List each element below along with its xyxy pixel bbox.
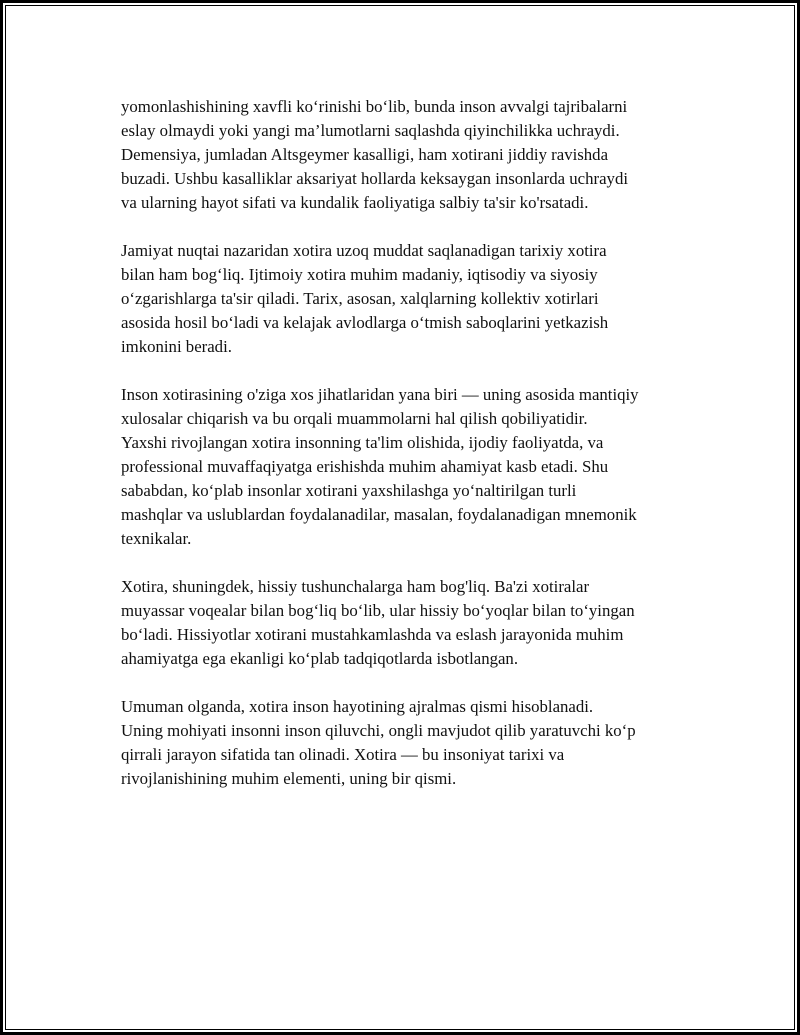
paragraph-conclusion: [121, 695, 701, 791]
text-line: yomonlashishining xavfli ko‘rinishi bo‘lib, bunda inson avvalgi tajribalarni: [121, 97, 628, 116]
text-line: va ularning hayot sifati va kundalik faoliyatiga salbiy ta'sir ko'rsatadi.: [121, 193, 589, 212]
text-line: buzadi. Ushbu kasalliklar aksariyat hollarda keksaygan insonlarda uchraydi: [121, 169, 629, 188]
text-line: sababdan, ko‘plab insonlar xotirani yaxshilashga yo‘naltirilgan turli: [121, 481, 577, 500]
text-line: mashqlar va uslublardan foydalanadilar, masalan, foydalanadigan mnemonik: [121, 505, 637, 524]
text-line: Uning mohiyati insonni inson qiluvchi, ongli mavjudot qilib yaratuvchi ko‘p: [121, 721, 636, 740]
text-line: asosida hosil bo‘ladi va kelajak avlodlarga o‘tmish saboqlarini yetkazish: [121, 313, 609, 332]
text-line: Inson xotirasining o'ziga xos jihatlaridan yana biri — uning asosida mantiqiy: [121, 385, 639, 404]
paragraph-memory-disorders: [121, 95, 701, 215]
text-line: bilan ham bog‘liq. Ijtimoiy xotira muhim madaniy, iqtisodiy va siyosiy: [121, 265, 598, 284]
paragraph-emotional-memory: [121, 575, 701, 671]
text-line: xulosalar chiqarish va bu orqali muammolarni hal qilish qobiliyatidir.: [121, 409, 588, 428]
text-line: o‘zgarishlarga ta'sir qiladi. Tarix, asosan, xalqlarning kollektiv xotirlari: [121, 289, 599, 308]
text-line: Xotira, shuningdek, hissiy tushunchalarga ham bog'liq. Ba'zi xotiralar: [121, 577, 590, 596]
text-line: professional muvaffaqiyatga erishishda muhim ahamiyat kasb etadi. Shu: [121, 457, 609, 476]
paragraph-reasoning: [121, 383, 701, 551]
paragraph-social-memory: [121, 239, 701, 359]
text-line: muyassar voqealar bilan bog‘liq bo‘lib, ular hissiy bo‘yoqlar bilan to‘yingan: [121, 601, 635, 620]
text-line: bo‘ladi. Hissiyotlar xotirani mustahkamlashda va eslash jarayonida muhim: [121, 625, 624, 644]
text-line: ahamiyatga ega ekanligi ko‘plab tadqiqotlarda isbotlangan.: [121, 649, 519, 668]
text-line: Jamiyat nuqtai nazaridan xotira uzoq muddat saqlanadigan tarixiy xotira: [121, 241, 607, 260]
text-line: Umuman olganda, xotira inson hayotining ajralmas qismi hisoblanadi.: [121, 697, 594, 716]
text-line: imkonini beradi.: [121, 337, 232, 356]
text-line: eslay olmaydi yoki yangi ma’lumotlarni saqlashda qiyinchilikka uchraydi.: [121, 121, 620, 140]
text-line: qirrali jarayon sifatida tan olinadi. Xotira — bu insoniyat tarixi va: [121, 745, 565, 764]
text-line: Demensiya, jumladan Altsgeymer kasalligi, ham xotirani jiddiy ravishda: [121, 145, 609, 164]
document-body: [121, 95, 701, 815]
text-line: texnikalar.: [121, 529, 192, 548]
text-line: rivojlanishining muhim elementi, uning bir qismi.: [121, 769, 457, 788]
text-line: Yaxshi rivojlangan xotira insonning ta'lim olishida, ijodiy faoliyatda, va: [121, 433, 604, 452]
